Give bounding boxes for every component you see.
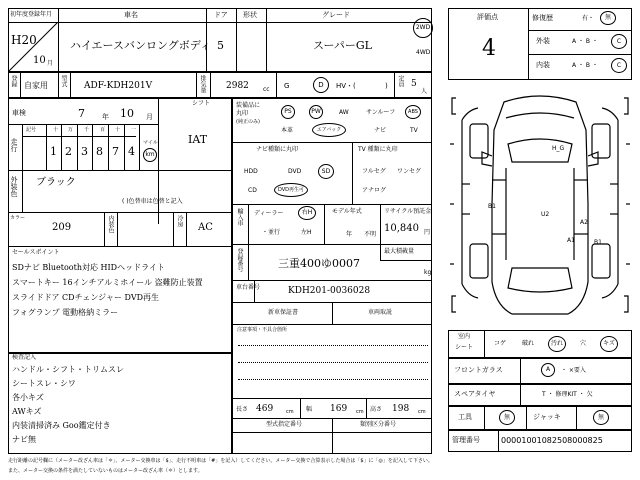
- inspection-note-3: 各小キズ: [12, 393, 44, 402]
- mileage-digit-4: 8: [96, 145, 103, 158]
- equip-sunroof: サンルーフ: [366, 109, 396, 116]
- import-label: 輸入車: [236, 208, 243, 226]
- mileage-km-circled: km: [143, 148, 157, 162]
- drive-2wd-circled: 2WD: [413, 18, 433, 38]
- height-unit: cm: [418, 409, 426, 415]
- score: 4: [482, 36, 496, 61]
- interior-koge: コゲ: [494, 340, 507, 347]
- car-name: ハイエースバンロングボディ: [70, 39, 211, 52]
- inspection-month-unit: 月: [146, 113, 153, 121]
- sales-point-2: スマートキー 16インチアルミホイール 盗難防止装置: [12, 278, 203, 287]
- inspection-note-6: ナビ無: [12, 435, 36, 444]
- digit-head-5: 十: [115, 127, 121, 133]
- class-number-label: 類別区分番号: [360, 421, 397, 428]
- shift: IAT: [188, 133, 208, 146]
- import-right-h-circled: 右H: [298, 206, 316, 220]
- displacement-label: 排気量: [199, 75, 206, 93]
- first-reg-label: 初年度登録年月: [10, 11, 53, 18]
- interior-yabure: 破れ: [522, 340, 535, 347]
- mileage-digit-5: 7: [112, 145, 119, 158]
- interior-kizu-circled: キズ: [600, 336, 618, 352]
- fuel-d-circled: D: [313, 77, 329, 93]
- mileage-digit-6: 4: [128, 145, 135, 158]
- exterior-color: ブラック: [36, 177, 76, 188]
- interior-color-label: 内装色: [107, 215, 114, 233]
- inspection-note-1: ハンドル・シフト・トリムスレ: [12, 365, 124, 374]
- sales-point-4: フォグランプ 電動格納ミラー: [12, 308, 119, 317]
- inspection-notes-title: 検査記入: [12, 354, 37, 361]
- caution-label: 注意事項・不具合箇所: [237, 327, 288, 333]
- tools-none-circled: 無: [499, 410, 515, 425]
- sales-points-title: セールスポイント: [12, 249, 60, 256]
- first-reg-year: H20: [11, 33, 37, 47]
- digit-head-2: 万: [68, 127, 74, 133]
- navi-title: ナビ種類に丸印: [256, 146, 299, 153]
- navi-hdd: HDD: [244, 168, 258, 175]
- grade: スーパーGL: [313, 39, 372, 52]
- model-year-unit: 年: [346, 231, 353, 238]
- jack-label: ジャッキ: [533, 413, 561, 421]
- inspection-year-unit: 年: [102, 113, 109, 121]
- footer-line-1: 走行距離の記号欄に（メーター改ざん車は「＊」、メーター交換車は「$」、走行不明車は「#」を記入）してください。メーター交換で合算表示した場合は「$」に「◎」を記入して下さい。: [8, 458, 433, 464]
- navi-dvd: DVD: [288, 168, 302, 175]
- equip-leather: 本革: [281, 127, 294, 134]
- doors: 5: [217, 39, 224, 52]
- capacity-label: 定員: [397, 75, 404, 87]
- inspection-note-4: AWキズ: [12, 407, 42, 416]
- inspection-label: 車検: [12, 109, 26, 117]
- ac: AC: [198, 222, 213, 233]
- exterior-label: 外装色: [10, 176, 18, 197]
- spare-tire-label: スペアタイヤ: [454, 390, 496, 398]
- fuel-hv: HV・(: [336, 82, 356, 90]
- plate-label: 登録番号: [236, 248, 243, 272]
- chassis-label: 車台番号: [236, 284, 261, 291]
- width: 169: [330, 404, 348, 414]
- tv-analog: アナログ: [362, 187, 387, 194]
- diagram-label-a1: A1: [567, 237, 575, 244]
- grade-label: グレード: [322, 11, 350, 19]
- tools-label: 工具: [458, 413, 472, 421]
- model-year: 不明: [364, 231, 377, 238]
- model-code: ADF-KDH201V: [84, 81, 153, 91]
- height-label: 高さ: [370, 406, 383, 413]
- shift-label: シフト: [192, 100, 211, 107]
- color-code-label: カラー: [10, 215, 26, 221]
- inspection-month: 10: [120, 107, 134, 120]
- displacement-cc: cc: [263, 86, 270, 93]
- tv-oneseg: ワンセグ: [397, 168, 422, 175]
- windshield-label: フロントガラス: [454, 366, 503, 374]
- windshield-a-circled: A: [541, 363, 555, 377]
- diagram-label-u2: U2: [541, 211, 550, 218]
- first-reg-month: 10: [33, 55, 46, 66]
- exterior-grade-label: 外装: [536, 37, 550, 45]
- capacity: 5: [411, 79, 417, 89]
- max-load-kg: kg: [424, 269, 432, 276]
- exterior-grade-ab: A ・ B ・: [572, 38, 598, 45]
- car-name-label: 車名: [124, 11, 138, 19]
- navi-dvd-play-circled: DVD再生可: [274, 183, 308, 197]
- interior-grade-label: 内装: [536, 61, 550, 69]
- spare-tire-options: T ・ 修理KIT ・ 欠: [542, 391, 593, 398]
- color-code: 209: [52, 222, 72, 233]
- sales-point-3: スライドドア CDチェンジャー DVD再生: [12, 293, 160, 302]
- jack-none-circled: 無: [593, 410, 609, 425]
- inspection-note-5: 内装清掃済み Goo鑑定付き: [12, 421, 111, 430]
- fuel-hv-close: ): [385, 82, 388, 90]
- import-parallel: ・並行: [262, 229, 281, 236]
- digit-head-1: 十: [53, 127, 59, 133]
- mileage-digit-1: 1: [50, 145, 57, 158]
- equipment-title: 装備品に: [236, 102, 261, 109]
- windshield-replace: ・ ×要入: [561, 367, 586, 374]
- fuel-g: G: [284, 82, 290, 90]
- equip-airbag-circled: エアバック: [312, 123, 346, 137]
- length: 469: [256, 404, 274, 414]
- new-car-warranty: 新車保証書: [268, 309, 299, 316]
- mileage-mile: マイル: [143, 140, 158, 146]
- width-label: 幅: [306, 406, 313, 413]
- first-reg-month-unit: 月: [47, 60, 54, 67]
- diagram-label-hg: H_G: [552, 145, 565, 152]
- model-label: 型式: [60, 75, 67, 87]
- equip-pw-circled: PW: [309, 105, 323, 119]
- navi-cd: CD: [248, 187, 257, 194]
- ac-label: 冷房: [176, 215, 183, 227]
- registration-use: 自家用: [24, 81, 48, 90]
- repair-label: 修復歴: [532, 14, 553, 22]
- import-left-h: 左H: [301, 229, 312, 236]
- sales-point-1: SDナビ Bluetooth対応 HIDヘッドライト: [12, 263, 165, 272]
- interior-grade-ab: A ・ B ・: [572, 62, 598, 69]
- width-unit: cm: [356, 409, 364, 415]
- displacement: 2982: [226, 81, 249, 91]
- color-change-note: ( )色替車は色替と記入: [122, 198, 183, 205]
- body-label: 形状: [243, 11, 257, 19]
- capacity-unit: 人: [421, 88, 428, 95]
- interior-ana: 穴: [580, 340, 587, 347]
- management-label: 管理番号: [452, 436, 480, 444]
- interior-grade-c-circled: C: [611, 58, 627, 73]
- mileage-digit-3: 3: [81, 145, 88, 158]
- vehicle-manual: 車両取説: [368, 309, 393, 316]
- equipment-title-2: 丸印: [236, 110, 249, 117]
- interior-yogore-circled: 汚れ: [548, 336, 566, 352]
- length-label: 長さ: [236, 406, 249, 413]
- car-damage-diagram: [448, 84, 632, 328]
- import-dealer: ディーラー: [254, 210, 284, 217]
- recycle-amount: 10,840: [384, 223, 419, 234]
- score-label: 評価点: [477, 13, 498, 21]
- height: 198: [392, 404, 410, 414]
- drive-4wd: 4WD: [416, 49, 431, 56]
- digit-head-4: 百: [100, 127, 106, 133]
- digit-head-6: 一: [131, 127, 137, 133]
- navi-sd-circled: SD: [318, 164, 334, 179]
- mileage-digit-2: 2: [65, 145, 72, 158]
- tv-fullseg: フルセグ: [362, 168, 386, 175]
- mileage-symbol-label: 記号: [26, 127, 37, 133]
- equip-navi: ナビ: [374, 127, 387, 134]
- interior-seat-label-1: 室内: [458, 333, 471, 340]
- digit-head-3: 千: [84, 127, 90, 133]
- mileage-label: 走行: [10, 138, 18, 152]
- max-load-label: 最大積載量: [384, 248, 415, 255]
- recycle-yen: 円: [424, 229, 431, 236]
- recycle-label: リサイクル預託金: [384, 208, 432, 215]
- footer-line-2: また、メーター交換の条件を満たしていないものはメーター改ざん車（＊）とします。: [8, 468, 203, 474]
- interior-seat-label-2: シート: [455, 344, 474, 351]
- registration-row: [8, 72, 432, 98]
- inspection-note-2: シートスレ・シワ: [12, 379, 76, 388]
- tv-title: TV 種類に丸印: [358, 146, 398, 153]
- diagram-label-b1-left: B1: [488, 203, 496, 210]
- model-year-label: モデル年式: [332, 208, 362, 215]
- type-number-label: 型式指定番号: [266, 421, 303, 428]
- equip-tv: TV: [410, 127, 418, 134]
- chassis-number: KDH201-0036028: [288, 286, 371, 296]
- equipment-subtitle: (純正のみ): [236, 119, 260, 125]
- plate-number: 三重400ゆ0007: [278, 257, 360, 270]
- inspection-year: 7: [78, 107, 85, 120]
- repair-yes: 有・: [582, 15, 595, 22]
- management-number: 00001001082508000825: [501, 436, 603, 445]
- door-label: ドア: [214, 11, 228, 19]
- exterior-grade-c-circled: C: [611, 34, 627, 49]
- equip-aw: AW: [339, 109, 349, 116]
- diagram-label-b1-right: B1: [594, 239, 602, 246]
- registration-label: 登録: [10, 75, 17, 87]
- equip-abs-circled: ABS: [405, 105, 421, 119]
- length-unit: cm: [286, 409, 294, 415]
- diagram-label-a2: A2: [580, 219, 588, 226]
- repair-no-circled: 無: [600, 11, 616, 25]
- equip-ps-circled: PS: [281, 105, 295, 119]
